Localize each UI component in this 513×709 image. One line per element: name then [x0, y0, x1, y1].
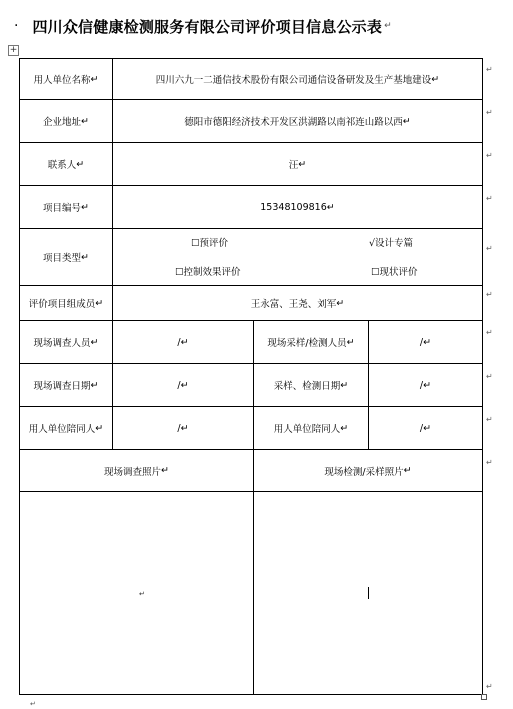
sampling-staff-value: /	[419, 336, 424, 348]
cell-end-mark: ↵	[340, 422, 349, 434]
survey-staff-value: /	[177, 336, 181, 348]
contact-label-cell[interactable]	[19, 142, 113, 186]
project-type-label-cell[interactable]	[19, 228, 113, 286]
survey-date-value-cell[interactable]	[112, 363, 254, 407]
team-value-cell[interactable]	[112, 285, 483, 321]
survey-staff-label-cell[interactable]	[19, 320, 113, 364]
row-end-mark: ↵	[486, 290, 493, 299]
row-end-mark: ↵	[486, 151, 493, 160]
cell-end-mark: ↵	[76, 158, 85, 170]
team-label: 评价项目组成员	[28, 299, 96, 310]
employer-value: 四川六九一二通信技术股份有限公司通信设备研发及生产基地建设	[155, 75, 432, 86]
project-type-label: 项目类型	[43, 253, 82, 264]
page-title: 四川众信健康检测服务有限公司评价项目信息公示表	[32, 17, 383, 36]
escort2-value: /	[419, 422, 424, 434]
employer-label: 用人单位名称	[33, 75, 91, 86]
cell-end-mark: ↵	[180, 422, 189, 434]
sampling-date-label: 采样、检测日期	[273, 381, 341, 392]
cell-end-mark: ↵	[81, 115, 89, 127]
cell-end-mark: ↵	[298, 158, 307, 170]
cell-end-mark: ↵	[423, 336, 432, 348]
sampling-date-label-cell[interactable]	[253, 363, 369, 407]
survey-photo-paragraph-mark: ↵	[139, 590, 145, 598]
cell-end-mark: ↵	[180, 336, 189, 348]
sampling-staff-label-cell[interactable]	[253, 320, 369, 364]
project-no-label: 项目编号	[43, 203, 82, 214]
escort2-label: 用人单位陪同人	[273, 424, 341, 435]
sampling-staff-label: 现场采样/检测人员	[267, 338, 347, 349]
survey-date-value: /	[177, 379, 181, 391]
info-table	[19, 58, 483, 695]
address-label-cell[interactable]	[19, 99, 113, 143]
survey-staff-label: 现场调查人员	[33, 338, 91, 349]
escort1-value-cell[interactable]	[112, 406, 254, 450]
document-end-mark: ↵	[30, 700, 36, 708]
escort2-label-cell[interactable]	[253, 406, 369, 450]
employer-value-cell[interactable]	[112, 58, 483, 100]
row-end-mark: ↵	[486, 65, 493, 74]
row-end-mark: ↵	[486, 328, 493, 337]
sampling-date-value-cell[interactable]	[368, 363, 483, 407]
escort1-label: 用人单位陪同人	[28, 424, 96, 435]
sampling-date-value: /	[419, 379, 424, 391]
cell-end-mark: ↵	[81, 251, 89, 263]
project-no-value-cell[interactable]	[112, 185, 483, 229]
survey-date-label-cell[interactable]	[19, 363, 113, 407]
row-end-mark: ↵	[486, 682, 493, 691]
table-resize-handle-icon[interactable]	[481, 694, 487, 700]
escort2-value-cell[interactable]	[368, 406, 483, 450]
cell-end-mark: ↵	[402, 115, 411, 127]
sampling-photo-header: 现场检测/采样照片	[324, 466, 404, 478]
survey-photo-area[interactable]	[19, 491, 254, 695]
team-value: 王永富、王尧、刘军	[250, 299, 337, 310]
text-cursor	[368, 587, 369, 599]
cell-end-mark: ↵	[431, 73, 440, 85]
cell-end-mark: ↵	[90, 379, 99, 391]
survey-date-label: 现场调查日期	[33, 381, 91, 392]
row-end-mark: ↵	[486, 244, 493, 253]
project-type-value-cell[interactable]	[112, 228, 483, 286]
team-label-cell[interactable]	[19, 285, 113, 321]
contact-label: 联系人	[47, 160, 77, 171]
project-no-value: 15348109816	[260, 201, 327, 213]
cell-end-mark: ↵	[403, 465, 412, 476]
cell-end-mark: ↵	[161, 465, 169, 476]
row-end-mark: ↵	[486, 108, 493, 117]
address-value-cell[interactable]	[112, 99, 483, 143]
cell-end-mark: ↵	[346, 336, 355, 348]
cell-end-mark: ↵	[423, 379, 432, 391]
row-end-mark: ↵	[486, 415, 493, 424]
paragraph-mark: ↵	[384, 21, 392, 31]
option-status-evaluation[interactable]: ☐现状评价	[371, 267, 418, 278]
table-move-handle-icon[interactable]: +	[9, 45, 18, 55]
cell-end-mark: ↵	[81, 201, 89, 213]
escort1-label-cell[interactable]	[19, 406, 113, 450]
contact-value-cell[interactable]	[112, 142, 483, 186]
employer-label-cell[interactable]	[19, 58, 113, 100]
title-row	[14, 12, 392, 40]
project-no-label-cell[interactable]	[19, 185, 113, 229]
cell-end-mark: ↵	[326, 201, 335, 213]
cell-end-mark: ↵	[90, 73, 99, 85]
sampling-staff-value-cell[interactable]	[368, 320, 483, 364]
sampling-photo-header-cell[interactable]	[253, 449, 483, 492]
escort1-value: /	[177, 422, 181, 434]
survey-photo-header-cell[interactable]	[19, 449, 254, 492]
contact-value: 汪	[288, 160, 299, 171]
row-end-mark: ↵	[486, 372, 493, 381]
bullet: ·	[14, 18, 19, 34]
survey-staff-value-cell[interactable]	[112, 320, 254, 364]
cell-end-mark: ↵	[90, 336, 99, 348]
option-pre-evaluation[interactable]: ☐预评价	[191, 238, 229, 249]
address-value: 德阳市德阳经济技术开发区洪湖路以南祁连山路以西	[184, 117, 403, 128]
option-design-section[interactable]: √设计专篇	[369, 238, 414, 249]
survey-photo-header: 现场调查照片	[104, 466, 162, 478]
option-control-effect-evaluation[interactable]: ☐控制效果评价	[175, 267, 241, 278]
address-label: 企业地址	[43, 117, 82, 128]
cell-end-mark: ↵	[180, 379, 189, 391]
cell-end-mark: ↵	[336, 297, 345, 309]
cell-end-mark: ↵	[340, 379, 349, 391]
row-end-mark: ↵	[486, 194, 493, 203]
cell-end-mark: ↵	[95, 297, 104, 309]
row-end-mark: ↵	[486, 458, 493, 467]
cell-end-mark: ↵	[423, 422, 432, 434]
cell-end-mark: ↵	[95, 422, 104, 434]
